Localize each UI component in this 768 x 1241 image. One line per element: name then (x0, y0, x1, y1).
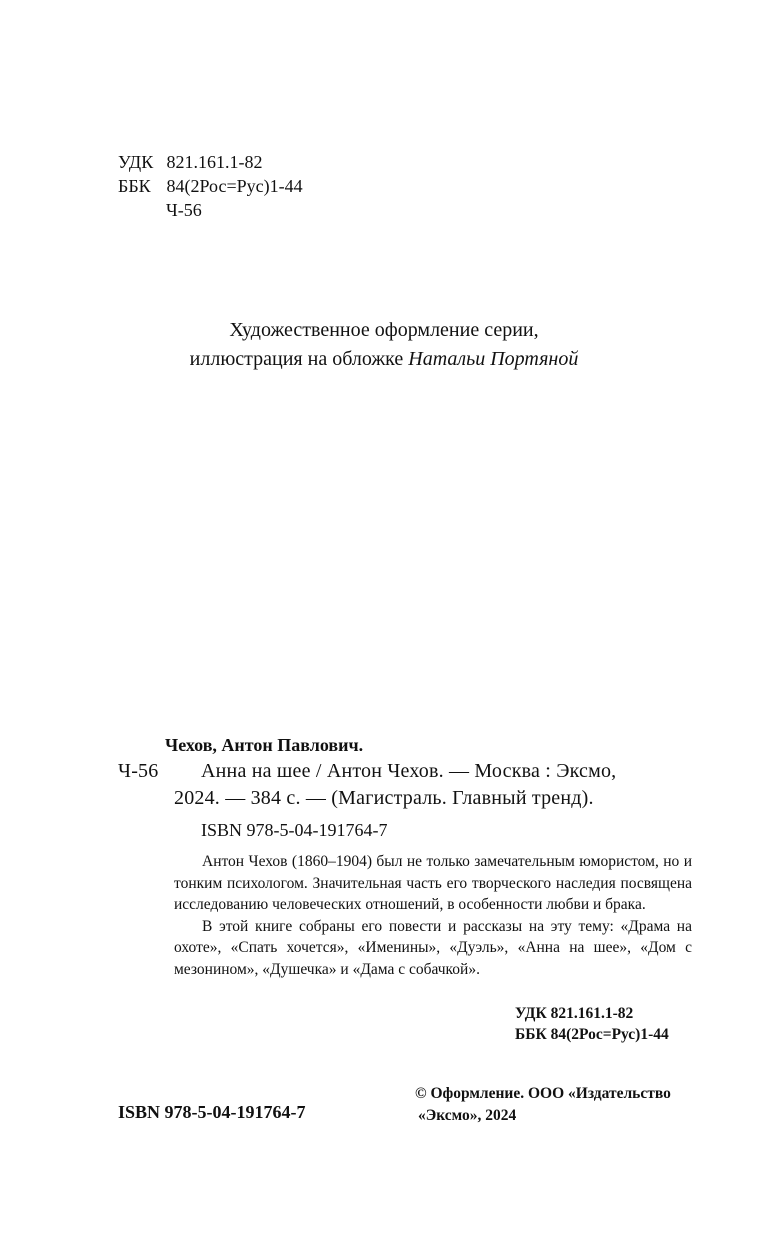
top-author-mark: Ч-56 (166, 200, 202, 220)
copyright-notice (415, 1083, 671, 1127)
credits-line-2 (0, 345, 768, 374)
annotation-paragraph-1: Антон Чехов (1860–1904) был не только замечательным юмористом, но и тонким психологом. Значительная часть его творческого наследия посвящена исследованию человеческих отношений, в особенности любви и брака. (174, 853, 692, 913)
bottom-bbk: ББК 84(2Рос=Рус)1-44 (515, 1026, 669, 1043)
udk-value: 821.161.1-82 (166, 152, 263, 172)
annotation-paragraph-2: В этой книге собраны его повести и рассказы на эту тему: «Драма на охоте», «Спать хочется», «Именины», «Дуэль», «Анна на шее», «Дом с мезонином», «Душечка» и «Дама с собачкой». (174, 917, 692, 978)
bbk-value: 84(2Рос=Рус)1-44 (166, 176, 303, 196)
bbk-label: ББК (118, 176, 151, 196)
udk-row (118, 150, 303, 174)
isbn-main: ISBN 978-5-04-191764-7 (201, 820, 388, 840)
top-classification-block (118, 150, 303, 222)
bbk-row (118, 174, 303, 198)
annotation (174, 851, 692, 980)
bottom-udk: УДК 821.161.1-82 (515, 1005, 634, 1022)
bibliographic-title-line-1: Анна на шее / Антон Чехов. — Москва : Эксмо, (201, 760, 617, 782)
credits-prefix: иллюстрация на обложке (189, 348, 409, 370)
credits-line-1: Художественное оформление серии, (229, 319, 539, 341)
author-heading: Чехов, Антон Павлович. (165, 735, 364, 755)
udk-label: УДК (118, 152, 154, 172)
isbn-footer: ISBN 978-5-04-191764-7 (118, 1102, 306, 1122)
copyright-line-2: «Эксмо», 2024 (418, 1107, 517, 1124)
copyright-line-1: © Оформление. ООО «Издательство (415, 1085, 671, 1102)
illustrator-name: Натальи Портяной (408, 348, 579, 370)
bottom-classification (515, 1003, 669, 1045)
bibliographic-author-mark: Ч-56 (118, 760, 159, 782)
bibliographic-title-line-2: 2024. — 384 с. — (Магистраль. Главный тренд). (174, 787, 594, 809)
design-credits (0, 316, 768, 374)
